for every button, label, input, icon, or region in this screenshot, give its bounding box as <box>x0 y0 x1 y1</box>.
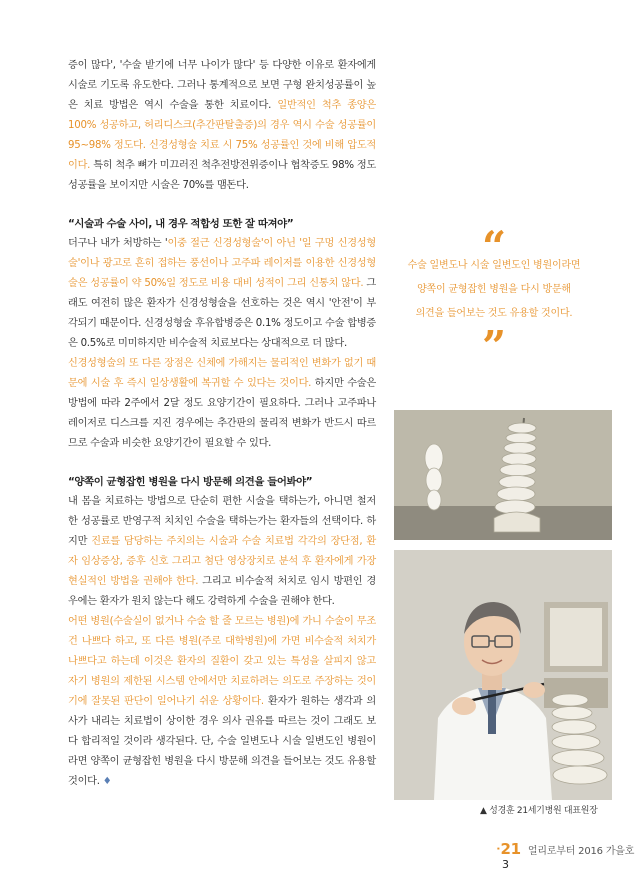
pull-quote-line: 양쪽이 균형잡힌 병원을 다시 방문해 <box>417 284 571 295</box>
highlighted-text: 신경성형술의 또 다른 장점은 신체에 가해지는 물리적인 변화가 없기 때문에 시술 후 즉시 일상생활에 복귀할 수 있다는 것이다. <box>68 358 376 389</box>
body-text: 증이 많다', '수술 받기에 너무 나이가 많다' 등 다양한 이유로 환자에게 시술로 기도록 유도한다. 그러나 통계적으로 보면 구형 완치성공률이 높은 치료 방법은 역시 수술을 통한 치료이다. <box>68 60 376 111</box>
pull-quote-text <box>394 254 594 326</box>
doctor-illustration <box>394 550 612 800</box>
highlighted-text: 일반적인 척추 종양은 100% 성공하고, 허리디스크(추간판탈출증)의 경우 역시 수술 성공률이 95~98% 정도다. 신경성형술 치료 시 75% 성공률인 것에 비해 압도적이다. <box>68 100 376 171</box>
paragraph-3 <box>68 354 376 454</box>
body-text: 그리고 비수술적 처치로 임시 방편인 경우에는 환자가 원치 않는다 해도 강력하게 수술을 권해야 한다. <box>68 576 376 607</box>
paragraph-1 <box>68 56 376 196</box>
magazine-issue: 얼리로부터 2016 가을호 <box>527 846 635 857</box>
article-body <box>68 56 376 792</box>
spine-model-photo <box>394 410 612 540</box>
end-mark-icon: ♦ <box>102 776 112 787</box>
highlighted-text: 진료를 담당하는 주치의는 시술과 수술 치료법 각각의 장단점, 환자 임상증상, 증후 신호 그리고 첨단 영상장치로 분석 후 환자에게 가장 현실적인 방법을 권해야 한다. <box>68 536 376 587</box>
page-footer <box>496 840 640 871</box>
open-quote-icon: “ <box>482 222 507 271</box>
highlighted-text: 어떤 병원(수술실이 없거나 수술 할 줄 모르는 병원)에 가니 수술이 무조건 나쁘다 하고, 또 다른 병원(주로 대학병원)에 가면 비수술적 처치가 나쁘다고 하는데 이것은 환자의 질환이 갖고 있는 특성을 살피지 않고 자기 병원의 제한된 시스템 안에서만 치료하려는 의도로 주장하는 것이기에 잘못된 판단이 일어나기 쉬운 상황이다. <box>68 616 376 707</box>
paragraph-2 <box>68 234 376 354</box>
doctor-photo <box>394 550 612 800</box>
body-text: 그래도 여전히 많은 환자가 신경성형술을 선호하는 것은 역시 '안전'이 부각되기 때문이다. 신경성형술 후유합병증은 0.1% 정도이고 수술 합병증은 0.5%로 미미하지만 비수술적 치료보다는 상대적으로 더 많다. <box>68 278 376 349</box>
page-number: 3 <box>502 858 509 871</box>
photo-caption: ▲ 성경훈 21세기병원 대표원장 <box>480 806 598 816</box>
paragraph-4 <box>68 492 376 612</box>
spine-model-illustration <box>394 410 612 540</box>
section-title-2: “양쪽이 균형잡힌 병원을 다시 방문해 의견을 들어봐야” <box>68 476 313 488</box>
paragraph-5 <box>68 612 376 792</box>
body-text: 내 몸을 치료하는 방법으로 단순히 편한 시술을 택하는가, 아니면 철저한 성공률로 반영구적 치치인 수술을 택하는가는 환자들의 선택이다. 하지만 <box>68 496 376 547</box>
close-quote-icon: ” <box>482 322 507 371</box>
body-text: 환자가 원하는 생각과 의사가 내리는 치료법이 상이한 경우 의사 권유를 따르는 것이 그래도 보다 합리적일 것이라 생각된다. 단, 수술 일변도나 시술 일변도인 병원이라면 양쪽이 균형잡힌 병원을 다시 방문해 의견을 들어보는 것도 유용할 것이다. <box>68 696 376 787</box>
highlighted-text: 이중 절근 신경성형술'이 아닌 '일 구멍 신경성형술'이나 광고로 흔히 접하는 풍선이나 고주파 레이저를 이용한 신경성형술은 성공률이 약 50%일 정도로 비용 대비 성적이 그리 신통치 않다. <box>68 238 376 289</box>
body-text: 특히 척추 뼈가 미끄러진 척추전방전위증이나 협착증도 98% 정도 성공률을 보이지만 시술은 70%를 맴돈다. <box>68 160 376 191</box>
paragraph-5-runs <box>68 616 376 787</box>
pull-quote-line: 의견을 들어보는 것도 유용할 것이다. <box>415 308 573 319</box>
body-text: 더구나 내가 처방하는 ' <box>68 238 168 249</box>
pull-quote-line: 수술 일변도나 시술 일변도인 병원이라면 <box>407 260 581 271</box>
section-title-1: “시술과 수술 사이, 내 경우 적합성 또한 잘 따져야” <box>68 218 294 230</box>
body-text: 하지만 수술은 방법에 따라 2주에서 2달 정도 요양기간이 필요하다. 그러나 고주파나 레이저로 디스크를 지진 경우에는 추간판의 물리적 변화가 반드시 따르므로 수술과 비슷한 요양기간이 필요할 수 있다. <box>68 378 376 449</box>
magazine-logo: ᐧ21 <box>496 840 521 858</box>
